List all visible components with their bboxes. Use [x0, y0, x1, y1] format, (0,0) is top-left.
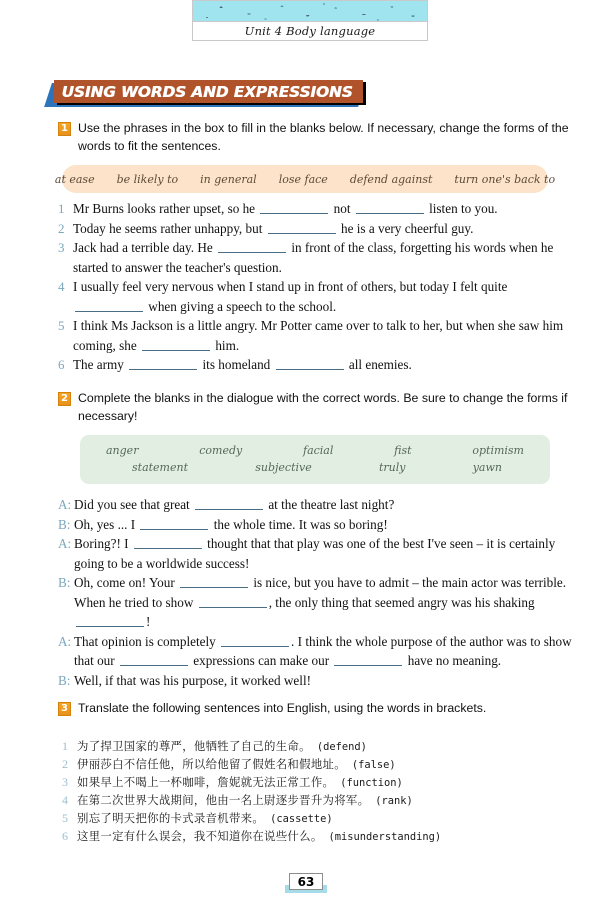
sentence-text: The army its homeland all enemies.	[73, 357, 412, 372]
sentence-text: I think Ms Jackson is a little angry. Mr Potter came over to talk to her, but when she saw him coming, she him.	[73, 318, 564, 353]
header-texture-band	[192, 0, 428, 22]
dialogue-line	[58, 632, 578, 671]
translation-item	[62, 756, 582, 774]
translation-number: 5	[62, 811, 68, 825]
exercise-3-instruction: Translate the following sentences into English, using the words in brackets.	[78, 701, 487, 715]
sentence-item	[58, 199, 578, 219]
sentence-text: Mr Burns looks rather upset, so he not listen to you.	[73, 201, 498, 216]
dialogue-line	[58, 495, 578, 515]
fill-in-blank[interactable]	[199, 596, 267, 608]
phrase-chip: be likely to	[116, 172, 179, 186]
chinese-sentence: 如果早上不喝上一杯咖啡，詹妮就无法正常工作。	[77, 775, 335, 789]
fill-in-blank[interactable]	[129, 358, 197, 370]
word-chip: optimism	[472, 444, 524, 457]
translation-item	[62, 828, 582, 846]
fill-in-blank[interactable]	[334, 654, 402, 666]
exercise-1-number: 1	[58, 122, 71, 136]
bracket-word: (rank)	[375, 795, 413, 807]
dialogue-speaker: B:	[58, 575, 71, 590]
dialogue-line	[58, 515, 578, 535]
sentence-item	[58, 277, 578, 316]
word-chip: fist	[394, 444, 412, 457]
translation-item	[62, 738, 582, 756]
chinese-sentence: 为了捍卫国家的尊严，他牺牲了自己的生命。	[77, 739, 311, 753]
exercise-1-sentence-list	[58, 199, 578, 375]
dialogue-text: Oh, come on! Your is nice, but you have to admit – the main actor was terrible. When he tried to show , the only thing that seemed angry was his shaking !	[74, 575, 567, 629]
chinese-sentence: 伊丽莎白不信任他，所以给他留了假姓名和假地址。	[77, 757, 346, 771]
translation-number: 6	[62, 829, 68, 843]
dialogue-text: Boring?! I thought that that play was one of the best I've seen – it is certainly going to be a worldwide success!	[74, 536, 556, 571]
word-box-row-1	[106, 442, 524, 459]
sentence-item	[58, 238, 578, 277]
fill-in-blank[interactable]	[76, 615, 144, 627]
dialogue-line	[58, 671, 578, 691]
sentence-number: 6	[58, 357, 65, 372]
sentence-text: I usually feel very nervous when I stand up in front of others, but today I felt quite when giving a speech to the school.	[73, 279, 508, 314]
word-chip: facial	[303, 444, 334, 457]
bracket-word: (function)	[340, 777, 403, 789]
exercise-2-word-box	[80, 435, 550, 484]
translation-item	[62, 810, 582, 828]
translation-item	[62, 792, 582, 810]
exercise-1-header	[58, 120, 578, 155]
page-footer	[289, 873, 323, 893]
dialogue-line	[58, 534, 578, 573]
dialogue-line	[58, 573, 578, 632]
sentence-number: 1	[58, 201, 65, 216]
exercise-3-header	[58, 700, 578, 718]
dialogue-text: Well, if that was his purpose, it worked well!	[74, 672, 311, 688]
fill-in-blank[interactable]	[260, 202, 328, 214]
fill-in-blank[interactable]	[120, 654, 188, 666]
exercise-3-translation-list	[62, 738, 582, 846]
fill-in-blank[interactable]	[75, 300, 143, 312]
sentence-text: Jack had a terrible day. He in front of the class, forgetting his words when he started to answer the teacher's question.	[73, 240, 554, 275]
phrase-chip: defend against	[349, 172, 433, 186]
section-title-banner	[48, 80, 388, 108]
bracket-word: (cassette)	[270, 813, 333, 825]
word-box-row-2	[106, 459, 524, 476]
exercise-2-number: 2	[58, 392, 71, 406]
page-number: 63	[289, 873, 323, 890]
translation-number: 1	[62, 739, 68, 753]
translation-number: 2	[62, 757, 68, 771]
sentence-item	[58, 316, 578, 355]
word-chip: anger	[106, 444, 139, 457]
dialogue-text: Oh, yes ... I the whole time. It was so boring!	[74, 516, 388, 532]
bracket-word: (defend)	[316, 741, 367, 753]
word-chip: yawn	[472, 461, 502, 474]
bracket-word: (misunderstanding)	[328, 831, 442, 843]
fill-in-blank[interactable]	[195, 498, 263, 510]
unit-caption: Unit 4 Body language	[192, 21, 428, 41]
sentence-text: Today he seems rather unhappy, but he is a very cheerful guy.	[73, 220, 474, 236]
fill-in-blank[interactable]	[142, 339, 210, 351]
translation-number: 4	[62, 793, 68, 807]
fill-in-blank[interactable]	[268, 222, 336, 234]
exercise-3-number: 3	[58, 702, 71, 716]
bracket-word: (false)	[351, 759, 396, 771]
fill-in-blank[interactable]	[180, 576, 248, 588]
dialogue-text: Did you see that great at the theatre last night?	[74, 497, 395, 512]
sentence-number: 3	[58, 240, 65, 255]
dialogue-speaker: A:	[58, 633, 72, 649]
translation-item	[62, 774, 582, 792]
dialogue-speaker: B:	[58, 672, 71, 688]
banner-orange-shape	[54, 80, 363, 103]
word-chip: comedy	[199, 444, 243, 457]
chinese-sentence: 别忘了明天把你的卡式录音机带来。	[77, 811, 265, 825]
fill-in-blank[interactable]	[276, 358, 344, 370]
dialogue-speaker: B:	[58, 516, 71, 532]
fill-in-blank[interactable]	[221, 635, 289, 647]
section-title-text: USING WORDS AND EXPRESSIONS	[61, 82, 353, 101]
exercise-2-header	[58, 390, 578, 425]
fill-in-blank[interactable]	[356, 202, 424, 214]
exercise-1-instruction: Use the phrases in the box to fill in the blanks below. If necessary, change the forms of the words to fit the sentences.	[78, 121, 569, 153]
fill-in-blank[interactable]	[140, 518, 208, 530]
phrase-chip: turn one's back to	[454, 172, 556, 186]
chinese-sentence: 在第二次世界大战期间，他由一名上尉逐步晋升为将军。	[77, 793, 370, 807]
chinese-sentence: 这里一定有什么误会，我不知道你在说些什么。	[77, 829, 323, 843]
sentence-item	[58, 355, 578, 375]
word-chip: truly	[378, 461, 406, 474]
sentence-number: 2	[58, 220, 65, 236]
fill-in-blank[interactable]	[218, 241, 286, 253]
exercise-2-dialogue	[58, 495, 578, 690]
exercise-1-phrase-box	[54, 165, 556, 193]
word-chip: subjective	[255, 461, 312, 474]
translation-number: 3	[62, 775, 68, 789]
dialogue-text: That opinion is completely . I think the whole purpose of the author was to show that our expressions can make our have no meaning.	[74, 633, 572, 668]
fill-in-blank[interactable]	[134, 537, 202, 549]
page-header	[192, 0, 428, 41]
phrase-chip: at ease	[54, 172, 95, 186]
sentence-number: 4	[58, 279, 65, 294]
phrase-chip: lose face	[278, 172, 328, 186]
dialogue-speaker: A:	[58, 536, 72, 551]
phrase-chip: in general	[200, 172, 257, 186]
word-chip: statement	[132, 461, 188, 474]
dialogue-speaker: A:	[58, 497, 72, 512]
exercise-2-instruction: Complete the blanks in the dialogue with the correct words. Be sure to change the forms if necessary!	[78, 391, 568, 423]
sentence-item	[58, 219, 578, 239]
sentence-number: 5	[58, 318, 65, 333]
